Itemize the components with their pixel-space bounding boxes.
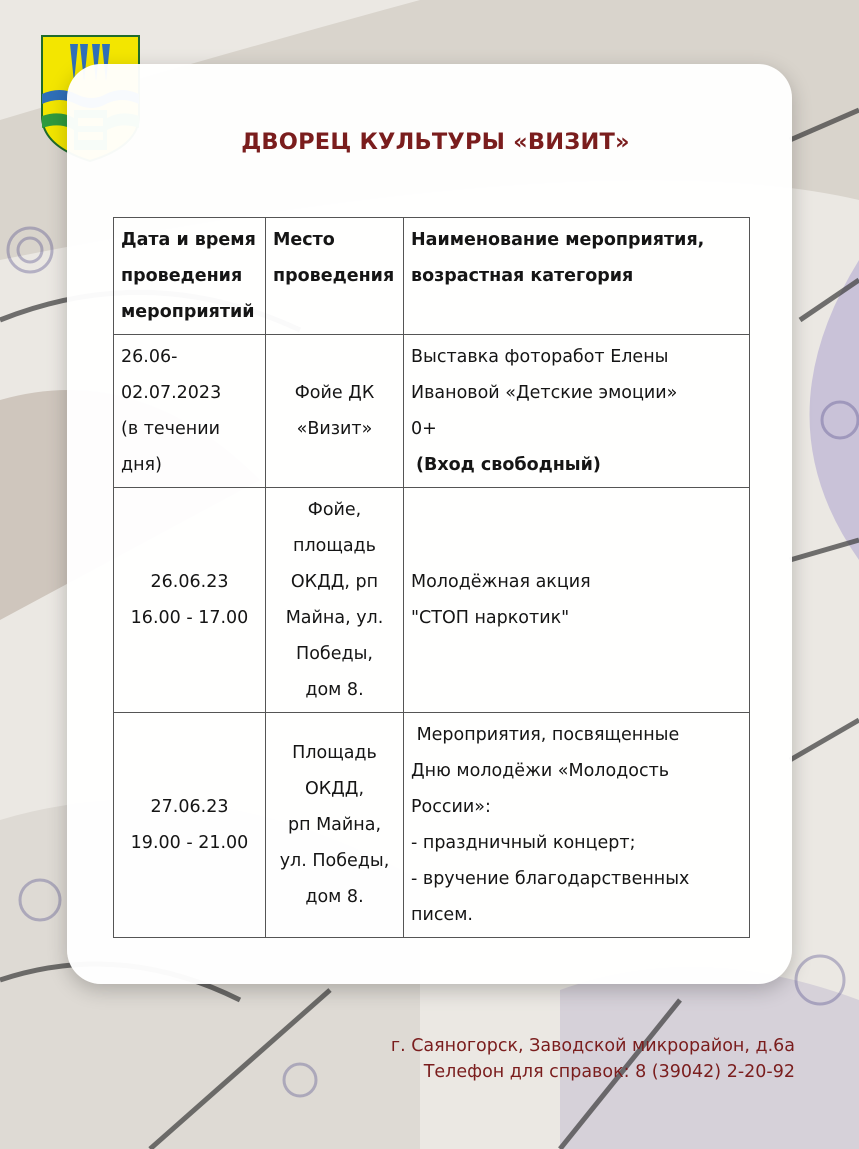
table-header-row (114, 218, 750, 335)
footer-phone: Телефон для справок: 8 (39042) 2-20-92 (423, 1062, 795, 1082)
header-date: Дата и время проведения мероприятий (114, 218, 266, 335)
row-2-date: 26.06.23 16.00 - 17.00 (114, 488, 266, 713)
row-1-date: 26.06- 02.07.2023 (в течении дня) (114, 335, 266, 488)
table-row (114, 488, 750, 713)
footer-contacts (391, 1033, 795, 1085)
row-3-name: Мероприятия, посвященные Дню молодёжи «Молодость России»: - праздничный концерт; - вручение благодарственных писем. (404, 713, 750, 938)
row-2-name: Молодёжная акция "СТОП наркотик" (404, 488, 750, 713)
row-3-place: Площадь ОКДД, рп Майна, ул. Победы, дом 8. (266, 713, 404, 938)
row-2-place: Фойе, площадь ОКДД, рп Майна, ул. Победы, дом 8. (266, 488, 404, 713)
page-title: ДВОРЕЦ КУЛЬТУРЫ «ВИЗИТ» (241, 129, 630, 155)
header-name: Наименование мероприятия, возрастная категория (404, 218, 750, 335)
row-1-place: Фойе ДК «Визит» (266, 335, 404, 488)
header-place: Место проведения (266, 218, 404, 335)
footer-address: г. Саяногорск, Заводской микрорайон, д.6а (390, 1036, 795, 1056)
row-3-date: 27.06.23 19.00 - 21.00 (114, 713, 266, 938)
table-row (114, 335, 750, 488)
events-table (113, 217, 750, 938)
row-1-name: Выставка фоторабот Елены Ивановой «Детские эмоции» 0+ (Вход свободный) (404, 335, 750, 488)
table-row (114, 713, 750, 938)
entry-note: (Вход свободный) (416, 455, 601, 475)
